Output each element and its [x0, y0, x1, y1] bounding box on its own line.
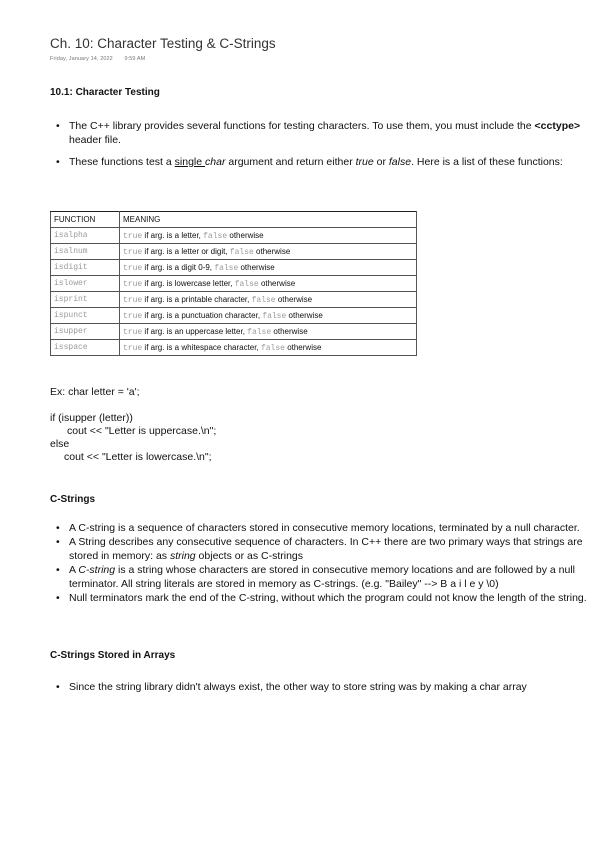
character-testing-list — [50, 119, 590, 169]
function-name: isupper — [51, 324, 120, 340]
bullet-text: header file. — [69, 134, 121, 146]
bullet-item: • Since the string library didn't always exist, the other way to store string was by making a char array — [50, 680, 590, 694]
otherwise-text: otherwise — [287, 342, 322, 352]
true-keyword: true — [123, 231, 143, 241]
page-meta — [50, 56, 155, 62]
false-keyword: false — [260, 343, 285, 353]
meaning-text: if arg. is an uppercase letter, — [142, 326, 248, 336]
example-code — [50, 386, 216, 464]
meaning-text: if arg. is a punctuation character, — [142, 310, 263, 320]
true-keyword: true — [123, 327, 143, 337]
bullet-text: . Here is a list of these functions: — [411, 156, 563, 168]
bullet-text: argument and return either — [225, 156, 356, 168]
true-keyword: true — [123, 263, 143, 273]
false-keyword: false — [203, 231, 228, 241]
function-meaning — [120, 292, 417, 308]
function-meaning — [120, 276, 417, 292]
bullet-text: A String describes any consecutive sequence of characters. In C++ there are two primary ways that strings are stored in memory: as — [69, 536, 583, 562]
otherwise-text: otherwise — [256, 246, 291, 256]
section-heading-c-strings: C-Strings — [50, 494, 95, 505]
meaning-text: if arg. is a printable character, — [142, 294, 252, 304]
true-keyword: true — [123, 295, 143, 305]
bullet-item — [50, 535, 590, 563]
table-row — [51, 244, 417, 260]
code-line: Ex: char letter = 'a'; — [50, 386, 140, 398]
function-meaning — [120, 260, 417, 276]
c-strings-arrays-list — [50, 680, 590, 694]
c-strings-list — [50, 521, 590, 605]
table-row — [51, 340, 417, 356]
table-row — [51, 308, 417, 324]
false-keyword: false — [247, 327, 272, 337]
code-line: if (isupper (letter)) — [50, 412, 133, 424]
false-keyword: false — [214, 263, 239, 273]
meaning-text: if arg. is lowercase letter, — [142, 278, 235, 288]
function-name: isdigit — [51, 260, 120, 276]
table-row — [51, 228, 417, 244]
function-name: isprint — [51, 292, 120, 308]
otherwise-text: otherwise — [229, 230, 264, 240]
otherwise-text: otherwise — [288, 310, 323, 320]
bullet-text: A — [69, 564, 79, 576]
function-meaning — [120, 228, 417, 244]
true-keyword: true — [123, 247, 143, 257]
otherwise-text: otherwise — [273, 326, 308, 336]
italic-text: false — [388, 156, 412, 168]
italic-text: string — [169, 550, 196, 562]
otherwise-text: otherwise — [240, 262, 275, 272]
page-date: Friday, January 14, 2022 — [50, 56, 113, 62]
table-row — [51, 324, 417, 340]
page-time: 9:59 AM — [124, 56, 146, 62]
section-heading-character-testing: 10.1: Character Testing — [50, 87, 160, 98]
meaning-text: if arg. is a whitespace character, — [142, 342, 261, 352]
bullet-text: The C++ library provides several functions for testing characters. To use them, you must include the — [69, 120, 535, 132]
section-heading-c-strings-arrays: C-Strings Stored in Arrays — [50, 650, 176, 661]
bullet-text: or — [373, 156, 389, 168]
bullet-text: These functions test a — [69, 156, 175, 168]
code-line: cout << "Letter is lowercase.\n"; — [64, 451, 212, 463]
function-meaning — [120, 308, 417, 324]
table-header-meaning: MEANING — [120, 212, 417, 228]
false-keyword: false — [251, 295, 276, 305]
meaning-text: if arg. is a letter, — [142, 230, 204, 240]
table-row — [51, 276, 417, 292]
bullet-text: is a string whose characters are stored in consecutive memory locations and are followed by a null terminator. All string literals are stored in memory as C-strings. (e.g. "Bailey" --> B a i l e y \0) — [69, 564, 576, 590]
table-header-row — [51, 212, 417, 228]
otherwise-text: otherwise — [260, 278, 296, 288]
table-header-function: FUNCTION — [51, 212, 120, 228]
function-name: isalnum — [51, 244, 120, 260]
bullet-item: • Null terminators mark the end of the C-string, without which the program could not know the length of the string. — [50, 591, 590, 605]
false-keyword: false — [229, 247, 254, 257]
italic-text: C-string — [78, 564, 116, 576]
true-keyword: true — [123, 311, 143, 321]
meaning-text: if arg. is a letter or digit, — [142, 246, 230, 256]
bullet-item — [50, 563, 590, 591]
italic-text: char — [205, 156, 226, 168]
function-name: isspace — [51, 340, 120, 356]
false-keyword: false — [234, 279, 259, 289]
underlined-text: single — [174, 156, 206, 168]
true-keyword: true — [123, 343, 143, 353]
table-row — [51, 292, 417, 308]
function-table — [50, 211, 417, 356]
table-row — [51, 260, 417, 276]
bullet-text: objects or as C-strings — [195, 550, 304, 562]
bullet-item — [50, 119, 590, 147]
code-line: cout << "Letter is uppercase.\n"; — [67, 425, 217, 437]
meaning-text: if arg. is a digit 0-9, — [142, 262, 215, 272]
bullet-item — [50, 155, 590, 169]
otherwise-text: otherwise — [277, 294, 313, 304]
function-name: isalpha — [51, 228, 120, 244]
function-name: ispunct — [51, 308, 120, 324]
bullet-item: • A C-string is a sequence of characters stored in consecutive memory locations, terminated by a null character. — [50, 521, 590, 535]
page-title: Ch. 10: Character Testing & C-Strings — [50, 36, 276, 51]
cctype-header: <cctype> — [534, 120, 581, 132]
function-meaning — [120, 340, 417, 356]
function-meaning — [120, 324, 417, 340]
function-meaning — [120, 244, 417, 260]
false-keyword: false — [262, 311, 287, 321]
italic-text: true — [355, 156, 374, 168]
function-name: islower — [51, 276, 120, 292]
true-keyword: true — [123, 279, 143, 289]
code-line: else — [50, 438, 70, 450]
